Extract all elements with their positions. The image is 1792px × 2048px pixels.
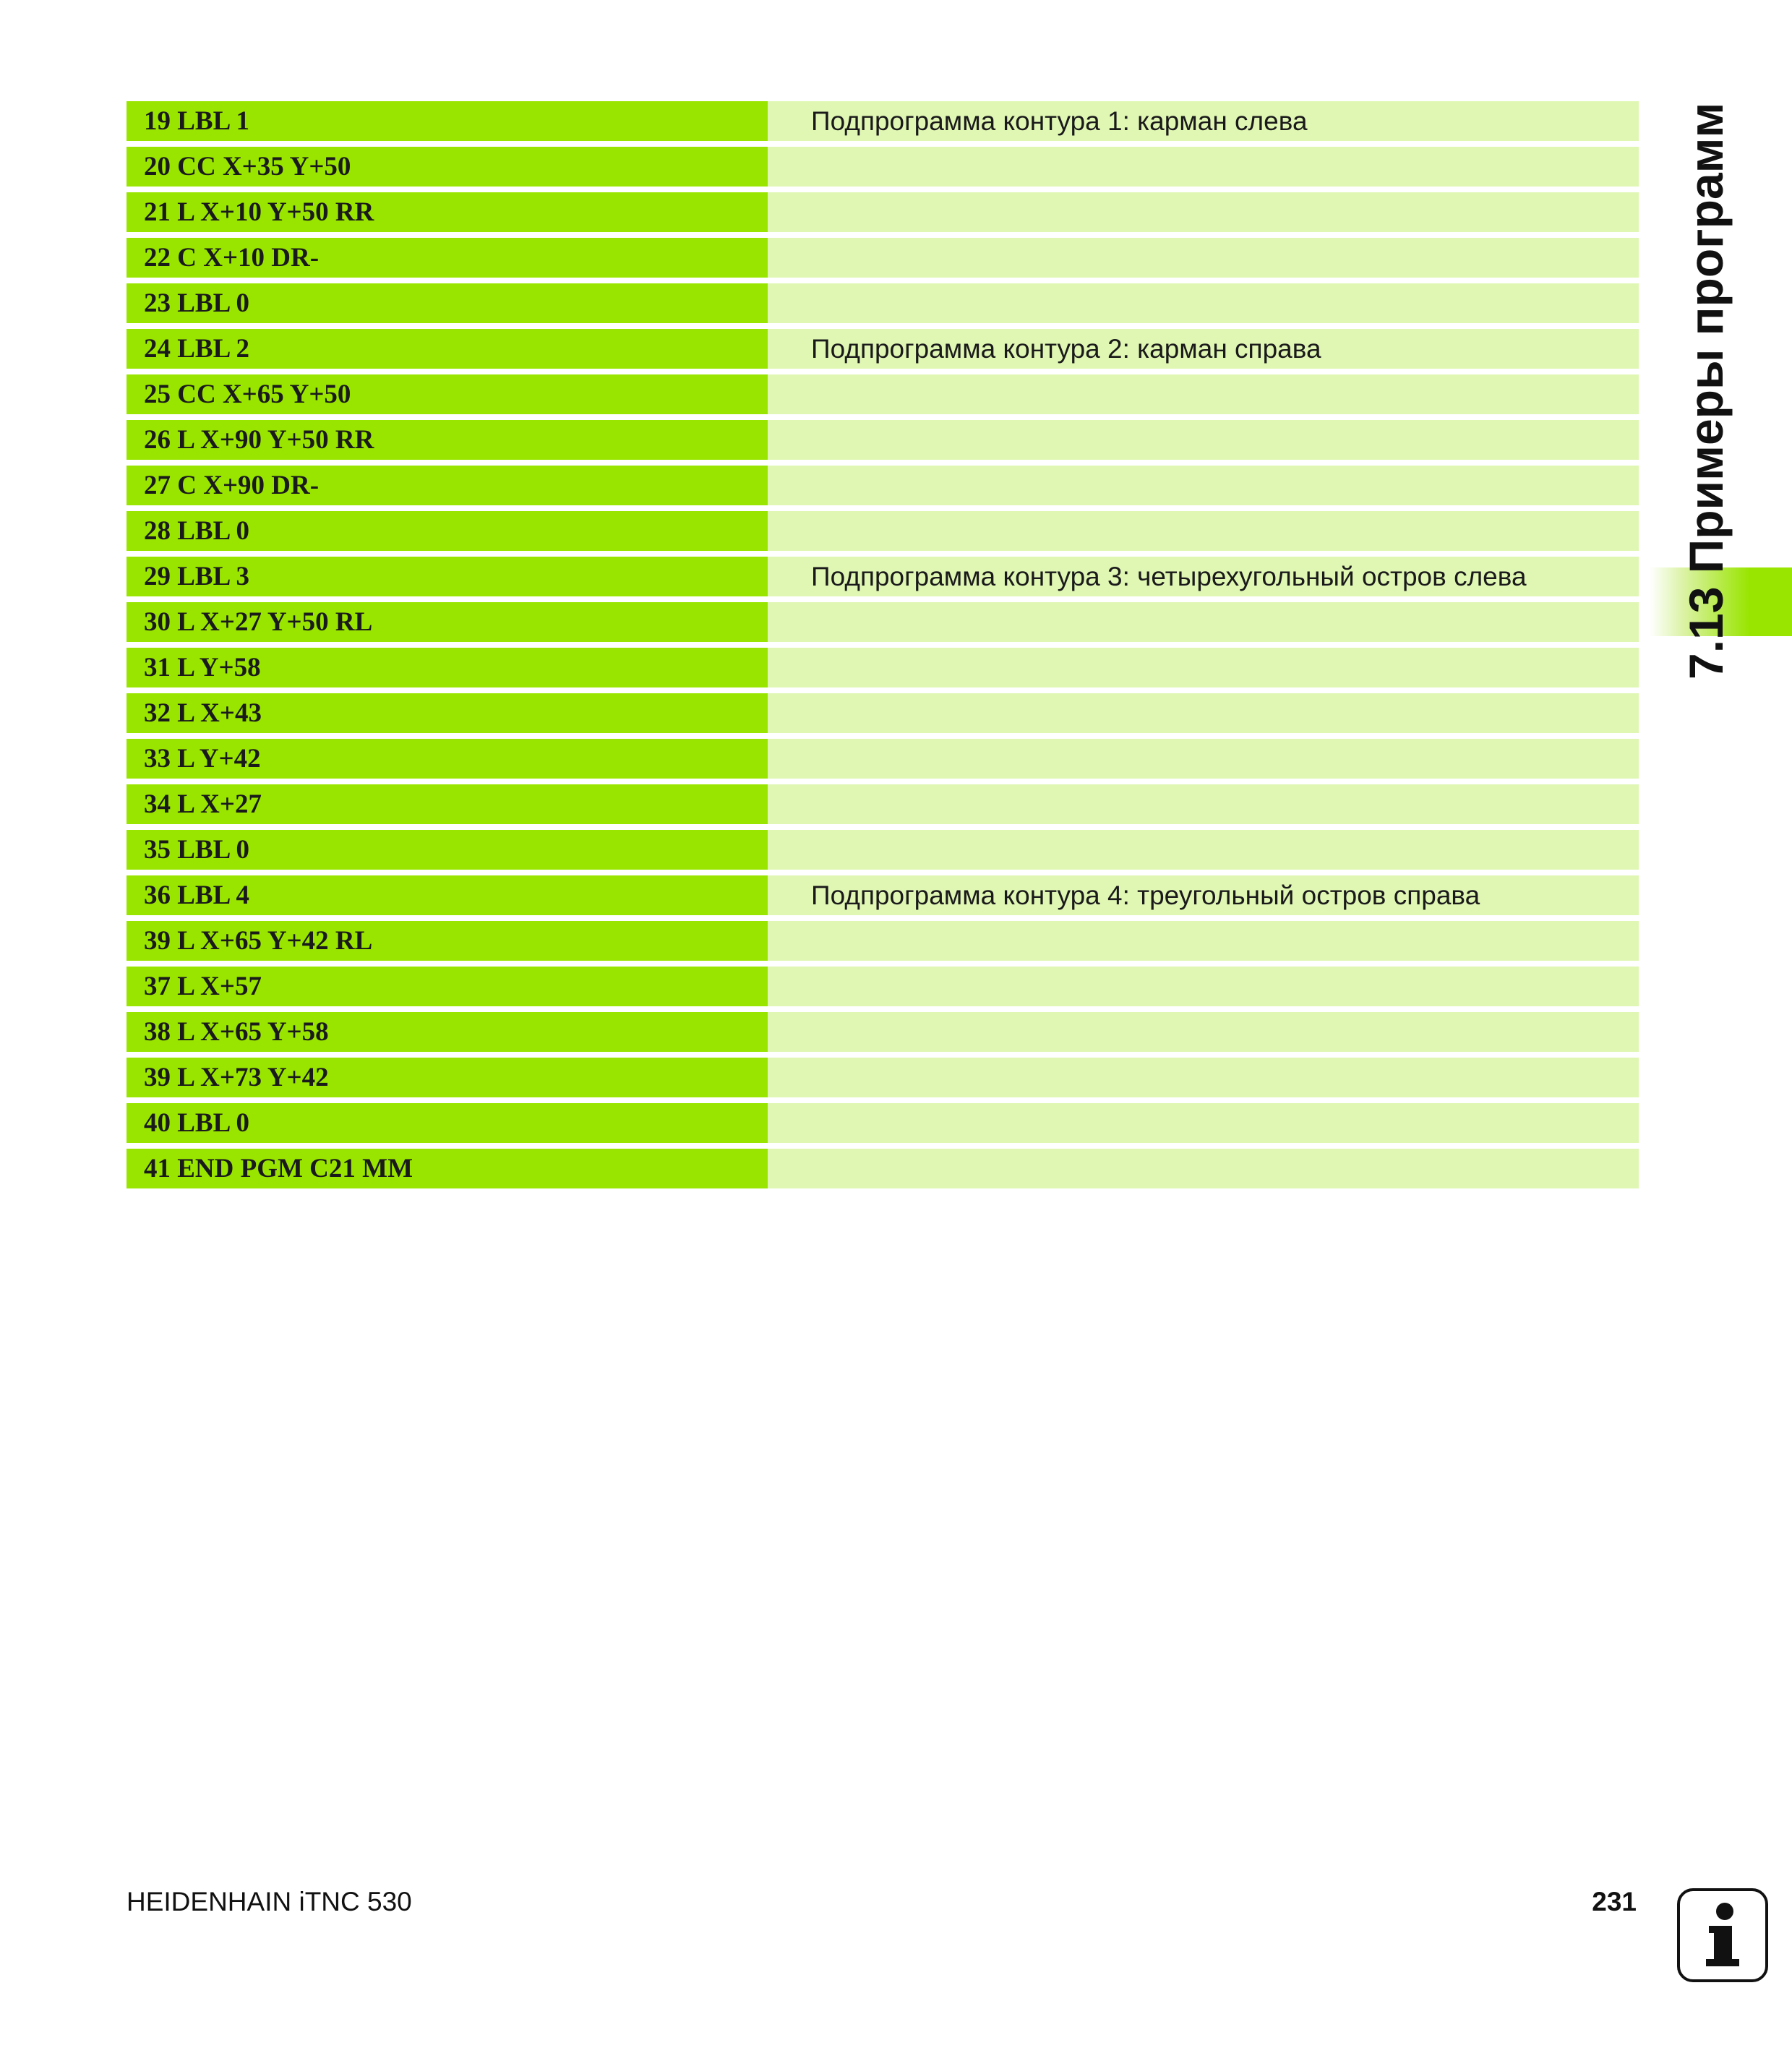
program-row (127, 511, 1639, 551)
program-line-code: 39 L X+73 Y+42 (127, 1058, 768, 1097)
program-line-comment (768, 420, 1639, 460)
program-line-comment (768, 1149, 1639, 1188)
program-line-code: 32 L X+43 (127, 693, 768, 733)
info-icon (1677, 1888, 1768, 1982)
program-line-comment (768, 602, 1639, 642)
program-row (127, 602, 1639, 642)
program-row (127, 374, 1639, 414)
program-line-comment: Подпрограмма контура 4: треугольный остров справа (768, 875, 1639, 915)
program-row (127, 557, 1639, 596)
program-line-comment (768, 739, 1639, 779)
program-line-comment: Подпрограмма контура 1: карман слева (768, 101, 1639, 141)
program-row (127, 693, 1639, 733)
program-line-code: 23 LBL 0 (127, 283, 768, 323)
program-line-code: 36 LBL 4 (127, 875, 768, 915)
program-line-comment (768, 784, 1639, 824)
program-line-comment (768, 830, 1639, 870)
program-line-code: 30 L X+27 Y+50 RL (127, 602, 768, 642)
program-line-code: 19 LBL 1 (127, 101, 768, 141)
program-row (127, 921, 1639, 961)
program-line-comment (768, 147, 1639, 187)
program-line-code: 35 LBL 0 (127, 830, 768, 870)
footer-manual-name: HEIDENHAIN iTNC 530 (127, 1887, 412, 1916)
program-line-code: 27 C X+90 DR- (127, 466, 768, 505)
info-icon-glyph (1680, 1891, 1765, 1979)
program-line-code: 20 CC X+35 Y+50 (127, 147, 768, 187)
program-row (127, 101, 1639, 141)
program-row (127, 875, 1639, 915)
program-line-comment (768, 1058, 1639, 1097)
program-line-code: 24 LBL 2 (127, 329, 768, 369)
program-line-code: 21 L X+10 Y+50 RR (127, 192, 768, 232)
program-line-comment (768, 1103, 1639, 1143)
program-line-comment (768, 466, 1639, 505)
program-line-code: 22 C X+10 DR- (127, 238, 768, 278)
program-line-code: 29 LBL 3 (127, 557, 768, 596)
program-line-comment (768, 238, 1639, 278)
program-row (127, 283, 1639, 323)
program-line-code: 33 L Y+42 (127, 739, 768, 779)
program-listing-table (127, 95, 1639, 1194)
program-row (127, 238, 1639, 278)
program-line-code: 25 CC X+65 Y+50 (127, 374, 768, 414)
program-line-comment (768, 192, 1639, 232)
program-line-comment (768, 511, 1639, 551)
program-row (127, 420, 1639, 460)
program-listing-body (127, 101, 1639, 1188)
program-line-code: 26 L X+90 Y+50 RR (127, 420, 768, 460)
program-line-comment (768, 967, 1639, 1006)
program-row (127, 967, 1639, 1006)
program-line-code: 38 L X+65 Y+58 (127, 1012, 768, 1052)
program-row (127, 648, 1639, 687)
program-row (127, 466, 1639, 505)
program-line-comment: Подпрограмма контура 2: карман справа (768, 329, 1639, 369)
program-line-code: 40 LBL 0 (127, 1103, 768, 1143)
program-line-comment (768, 648, 1639, 687)
program-row (127, 192, 1639, 232)
program-line-comment (768, 921, 1639, 961)
program-line-comment: Подпрограмма контура 3: четырехугольный остров слева (768, 557, 1639, 596)
program-line-comment (768, 283, 1639, 323)
program-row (127, 147, 1639, 187)
program-row (127, 1103, 1639, 1143)
program-line-code: 31 L Y+58 (127, 648, 768, 687)
program-line-code: 39 L X+65 Y+42 RL (127, 921, 768, 961)
footer-page-number: 231 (1592, 1887, 1637, 1916)
program-line-comment (768, 693, 1639, 733)
program-row (127, 1012, 1639, 1052)
section-title: 7.13 Примеры программ (1679, 102, 1733, 680)
program-row (127, 1058, 1639, 1097)
program-row (127, 1149, 1639, 1188)
program-line-comment (768, 374, 1639, 414)
program-row (127, 329, 1639, 369)
program-row (127, 739, 1639, 779)
program-line-comment (768, 1012, 1639, 1052)
program-line-code: 28 LBL 0 (127, 511, 768, 551)
program-row (127, 830, 1639, 870)
program-line-code: 37 L X+57 (127, 967, 768, 1006)
program-line-code: 34 L X+27 (127, 784, 768, 824)
program-row (127, 784, 1639, 824)
program-line-code: 41 END PGM C21 MM (127, 1149, 768, 1188)
